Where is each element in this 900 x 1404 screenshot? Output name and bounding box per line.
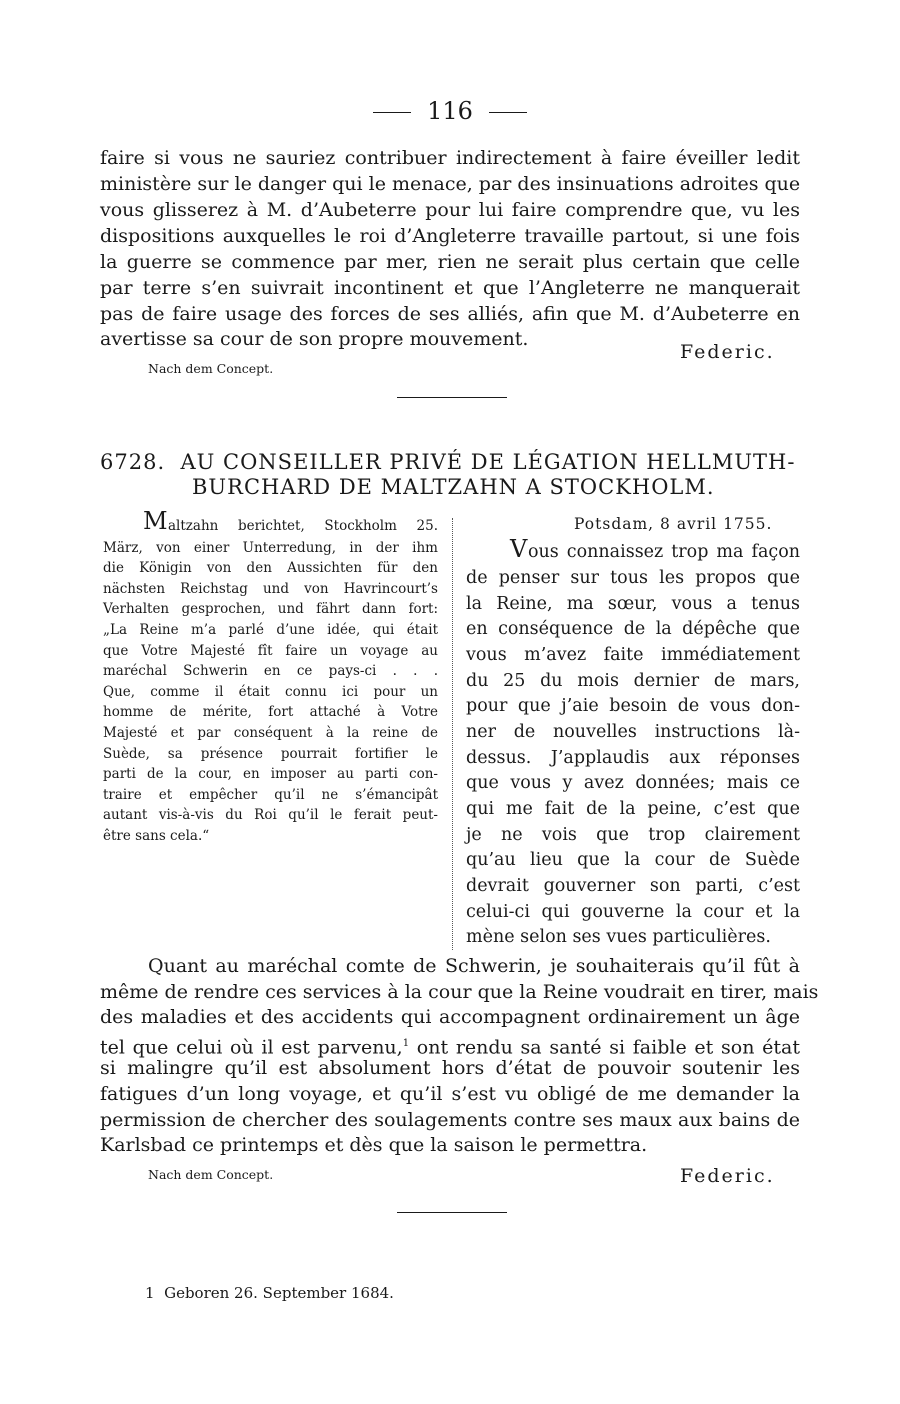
body-line: ner de nouvelles instructions là- xyxy=(466,722,800,742)
summary-line: homme de mérite, fort attaché à Votre xyxy=(103,704,438,720)
prev-letter-line: dispositions auxquelles le roi d’Angleterre travaille partout, si une fois xyxy=(100,225,800,247)
body-line-text: ous connaissez trop ma façon xyxy=(528,542,800,562)
summary-line: autant vis-à-vis du Roi qu’il le ferait peut- xyxy=(103,807,438,823)
letter-heading-text: AU CONSEILLER PRIVÉ DE LÉGATION HELLMUTH- xyxy=(180,450,796,474)
header-dash-right xyxy=(489,112,527,113)
prev-letter-line: pas de faire usage des forces de ses alliés, afin que M. d’Aubeterre en xyxy=(100,303,800,325)
summary-line: Que, comme il était connu ici pour un xyxy=(103,684,438,700)
body-line: qui me fait de la peine, c’est que xyxy=(466,799,800,819)
summary-line: Suède, sa présence pourrait fortifier le xyxy=(103,746,438,762)
page-number: 116 xyxy=(427,97,473,125)
prev-letter-line: la guerre se commence par mer, rien ne serait plus certain que celle xyxy=(100,251,800,273)
summary-line: que Votre Majesté fît faire un voyage au xyxy=(103,643,438,659)
body-line: du 25 du mois dernier de mars, xyxy=(466,671,800,691)
body-line: fatigues d’un long voyage, et qu’il s’est vu obligé de me demander la xyxy=(100,1083,800,1105)
summary-line: „La Reine m’a parlé d’une idée, qui était xyxy=(103,622,438,638)
column-divider xyxy=(452,518,453,950)
body-line: vous m’avez faite immédiatement xyxy=(466,645,800,665)
body-line: la Reine, ma sœur, vous a tenus xyxy=(466,594,800,614)
section-divider xyxy=(397,397,507,398)
body-line: celui-ci qui gouverne la cour et la xyxy=(466,902,800,922)
body-line: je ne vois que trop clairement xyxy=(466,825,800,845)
summary-line xyxy=(143,507,438,537)
summary-line: nächsten Reichstag und von Havrincourt’s xyxy=(103,581,438,597)
body-line: mène selon ses vues particulières. xyxy=(466,927,771,947)
body-line: qu’au lieu que la cour de Suède xyxy=(466,850,800,870)
footnote-ref: 1 xyxy=(402,1038,410,1049)
body-line: permission de chercher des soulagements contre ses maux aux bains de xyxy=(100,1109,800,1131)
summary-line: maréchal Schwerin en ce pays-ci . . . xyxy=(103,663,438,679)
page-header xyxy=(0,96,900,126)
body-line: si malingre qu’il est absolument hors d’état de pouvoir soutenir les xyxy=(100,1057,800,1079)
summary-line: März, von einer Unterredung, in der ihm xyxy=(103,540,438,556)
prev-letter-signature: Federic. xyxy=(680,341,775,363)
summary-line-text: altzahn berichtet, Stockholm 25. xyxy=(168,518,438,534)
body-line: que vous y avez données; mais ce xyxy=(466,773,800,793)
footnote-text: Geboren 26. September 1684. xyxy=(164,1284,394,1302)
body-line: de penser sur tous les propos que xyxy=(466,568,800,588)
body-line-text: tel que celui où il est parvenu, xyxy=(100,1036,403,1059)
body-line-text: ont rendu sa santé si faible et son état xyxy=(409,1036,800,1059)
prev-letter-line: avertisse sa cour de son propre mouvement. xyxy=(100,328,529,350)
body-line: dessus. J’applaudis aux réponses xyxy=(466,748,800,768)
summary-line: Majesté et par conséquent à la reine de xyxy=(103,725,438,741)
header-dash-left xyxy=(373,112,411,113)
body-line: des maladies et des accidents qui accompagnent ordinairement un âge xyxy=(100,1006,800,1028)
footnote-mark: 1 xyxy=(145,1284,155,1302)
summary-line: traire et empêcher qu’il ne s’émancipât xyxy=(103,787,438,803)
prev-letter-source: Nach dem Concept. xyxy=(148,361,274,376)
letter-heading-line2: BURCHARD DE MALTZAHN A STOCKHOLM. xyxy=(192,475,715,499)
summary-line: Verhalten gesprochen, und fährt dann fort: xyxy=(103,601,438,617)
prev-letter-line: faire si vous ne sauriez contribuer indirectement à faire éveiller ledit xyxy=(100,147,800,169)
summary-line: die Königin von den Aussichten für den xyxy=(103,560,438,576)
summary-dropcap: M xyxy=(143,507,168,535)
letter-heading-line1 xyxy=(100,449,800,475)
body-line: même de rendre ces services à la cour que la Reine voudrait en tirer, mais xyxy=(100,981,819,1003)
body-dropcap: V xyxy=(510,535,528,563)
prev-letter-line: vous glisserez à M. d’Aubeterre pour lui faire comprendre que, vu les xyxy=(100,199,800,221)
body-line: devrait gouverner son parti, c’est xyxy=(466,876,800,896)
prev-letter-line: ministère sur le danger qui le menace, par des insinuations adroites que xyxy=(100,173,801,195)
dateline: Potsdam, 8 avril 1755. xyxy=(574,515,773,533)
body-line xyxy=(510,535,800,566)
body-line: pour que j’aie besoin de vous don- xyxy=(466,696,800,716)
letter-signature: Federic. xyxy=(680,1165,775,1187)
summary-line: être sans cela.“ xyxy=(103,828,210,844)
body-line: Karlsbad ce printemps et dès que la saison le permettra. xyxy=(100,1134,648,1156)
summary-line: parti de la cour, en imposer au parti con- xyxy=(103,766,438,782)
body-line: en conséquence de la dépêche que xyxy=(466,619,800,639)
letter-source: Nach dem Concept. xyxy=(148,1167,274,1182)
prev-letter-line: par terre s’en suivrait incontinent et que l’Angleterre ne manquerait xyxy=(100,277,800,299)
body-line: Quant au maréchal comte de Schwerin, je souhaiterais qu’il fût à xyxy=(148,955,800,977)
section-divider xyxy=(397,1212,507,1213)
letter-number: 6728. xyxy=(100,450,166,474)
footnote xyxy=(145,1284,394,1302)
